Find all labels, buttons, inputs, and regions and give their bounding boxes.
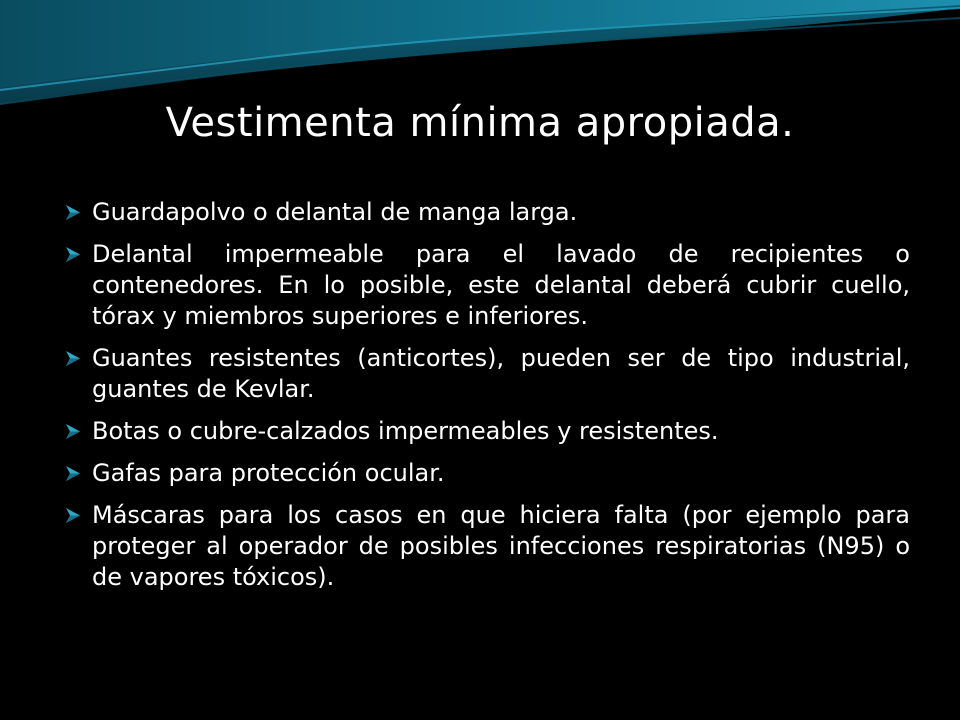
list-item-text: Delantal impermeable para el lavado de recipientes o contenedores. En lo posible, este delantal deberá cubrir cuello, tórax y miembros superiores e inferiores. <box>92 240 910 330</box>
slide-title: Vestimenta mínima apropiada. <box>165 100 795 146</box>
arrow-bullet-icon <box>64 350 81 367</box>
list-item-text: Botas o cubre-calzados impermeables y resistentes. <box>92 417 719 445</box>
list-item <box>62 416 910 447</box>
bullet-list-container <box>62 197 910 604</box>
list-item <box>62 500 910 593</box>
list-item <box>62 239 910 332</box>
list-item <box>62 458 910 489</box>
arrow-bullet-icon <box>64 465 81 482</box>
arrow-bullet-icon <box>64 423 81 440</box>
arrow-bullet-icon <box>64 246 81 263</box>
list-item-text: Guardapolvo o delantal de manga larga. <box>92 198 578 226</box>
arrow-bullet-icon <box>64 204 81 221</box>
list-item <box>62 197 910 228</box>
list-item-text: Gafas para protección ocular. <box>92 459 445 487</box>
list-item-text: Guantes resistentes (anticortes), pueden ser de tipo industrial, guantes de Kevlar. <box>92 344 910 403</box>
arrow-bullet-icon <box>64 507 81 524</box>
top-wave-decoration <box>0 0 960 110</box>
list-item-text: Máscaras para los casos en que hiciera falta (por ejemplo para proteger al operador de posibles infecciones respiratorias (N95) o de vapores tóxicos). <box>92 501 910 591</box>
list-item <box>62 343 910 405</box>
bullet-list <box>62 197 910 593</box>
